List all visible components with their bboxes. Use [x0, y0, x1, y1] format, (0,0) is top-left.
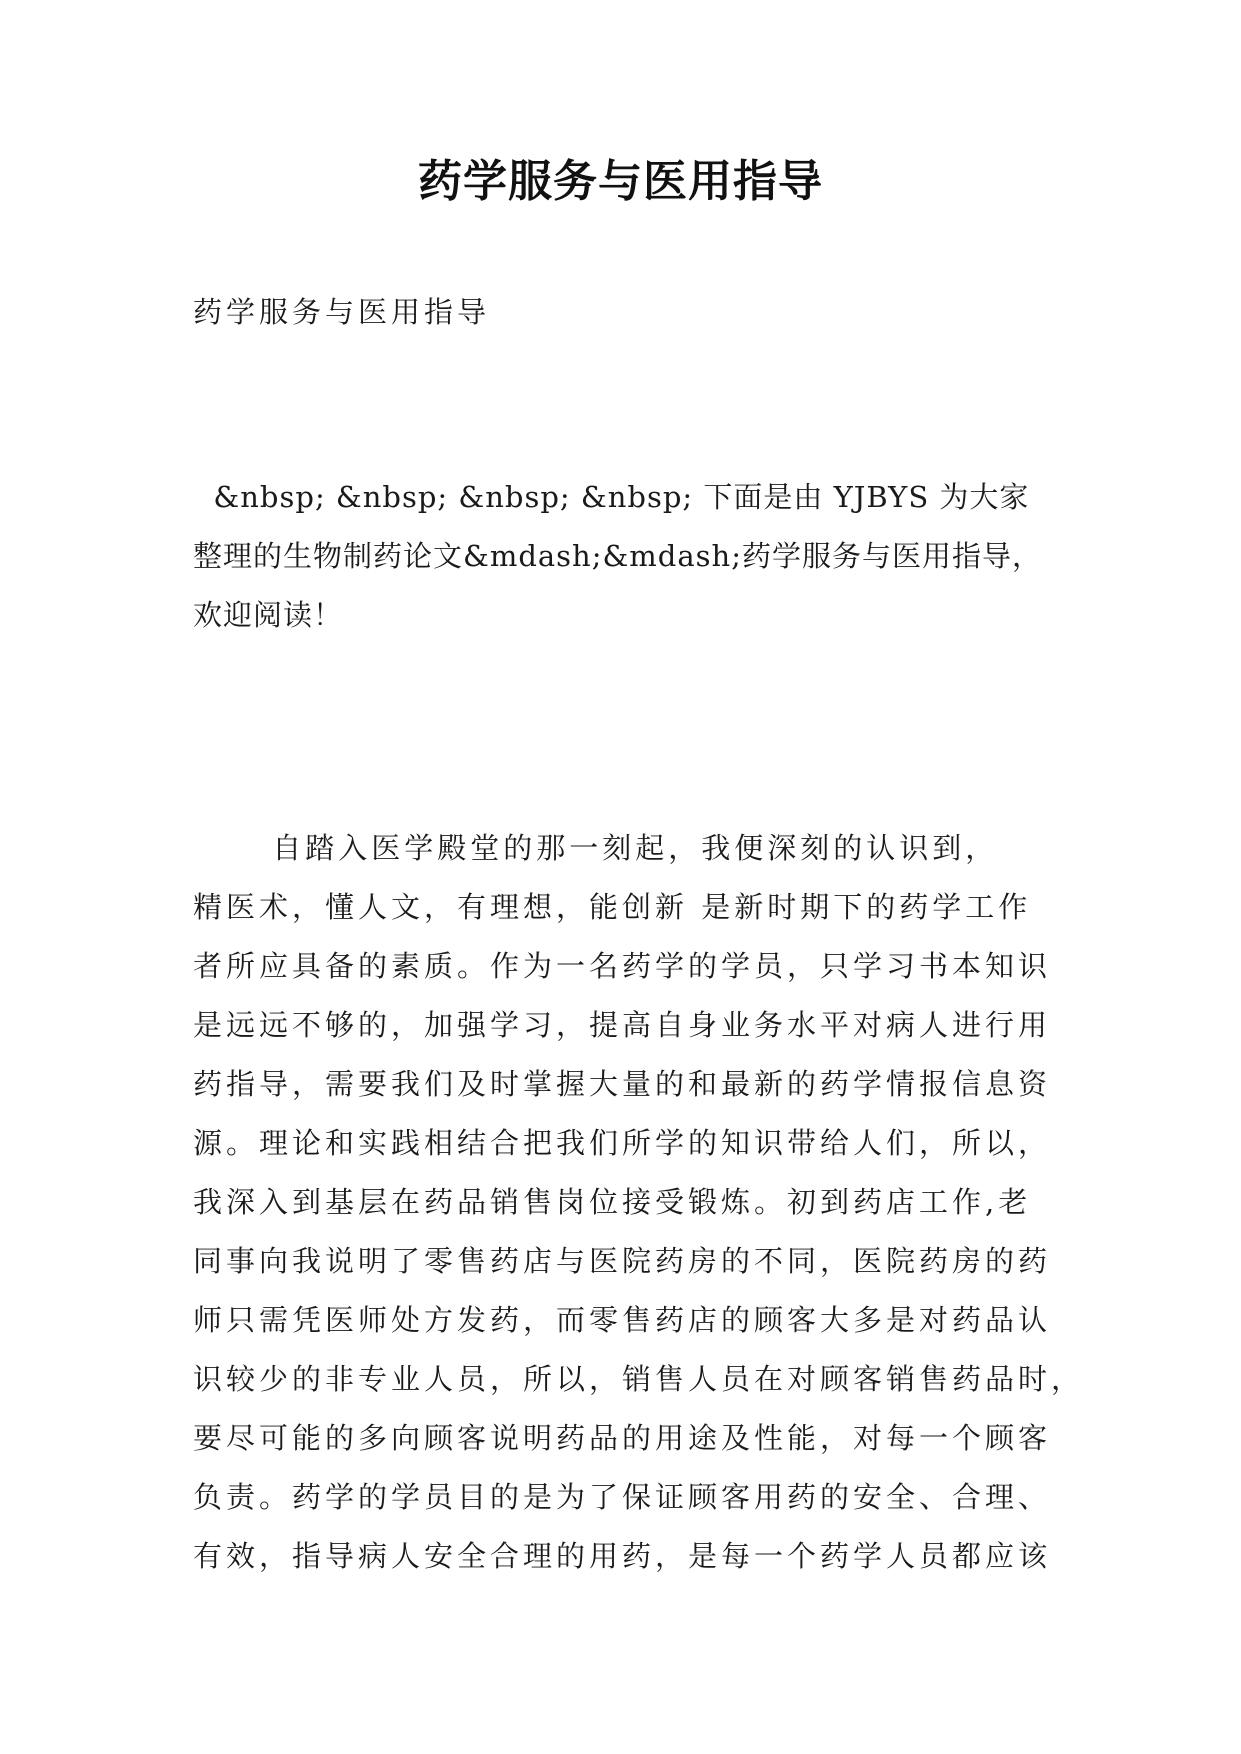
body-line: 同事向我说明了零售药店与医院药房的不同，医院药房的药: [193, 1244, 1052, 1278]
body-line: 自踏入医学殿堂的那一刻起，我便深刻的认识到，: [193, 831, 999, 865]
body-line: 负责。药学的学员目的是为了保证顾客用药的安全、合理、: [193, 1480, 1052, 1514]
body-line: 源。理论和实践相结合把我们所学的知识带给人们，所以，: [193, 1126, 1052, 1160]
document-subtitle: 药学服务与医用指导: [193, 295, 491, 329]
document-title: 药学服务与医用指导: [418, 156, 823, 207]
body-line: 要尽可能的多向顾客说明药品的用途及性能，对每一个顾客: [193, 1421, 1052, 1455]
body-paragraph: [193, 819, 1093, 1586]
intro-paragraph: [193, 468, 1093, 645]
intro-line: 欢迎阅读！: [193, 598, 344, 632]
body-line: 药指导，需要我们及时掌握大量的和最新的药学情报信息资: [193, 1067, 1052, 1101]
body-line: 精医术，懂人文，有理想，能创新 是新时期下的药学工作: [193, 890, 1032, 924]
body-line: 师只需凭医师处方发药，而零售药店的顾客大多是对药品认: [193, 1303, 1052, 1337]
intro-line: &nbsp; &nbsp; &nbsp; &nbsp; 下面是由 YJBYS 为大家: [193, 480, 1030, 514]
body-line: 者所应具备的素质。作为一名药学的学员，只学习书本知识: [193, 949, 1052, 983]
body-line: 识较少的非专业人员，所以，销售人员在对顾客销售药品时，: [193, 1362, 1085, 1396]
body-line: 我深入到基层在药品销售岗位接受锻炼。初到药店工作,老: [193, 1185, 1032, 1219]
body-line: 是远远不够的，加强学习，提高自身业务水平对病人进行用: [193, 1008, 1052, 1042]
body-line: 有效，指导病人安全合理的用药，是每一个药学人员都应该: [193, 1539, 1052, 1573]
intro-line: 整理的生物制药论文&mdash;&mdash;药学服务与医用指导，: [193, 539, 1042, 573]
